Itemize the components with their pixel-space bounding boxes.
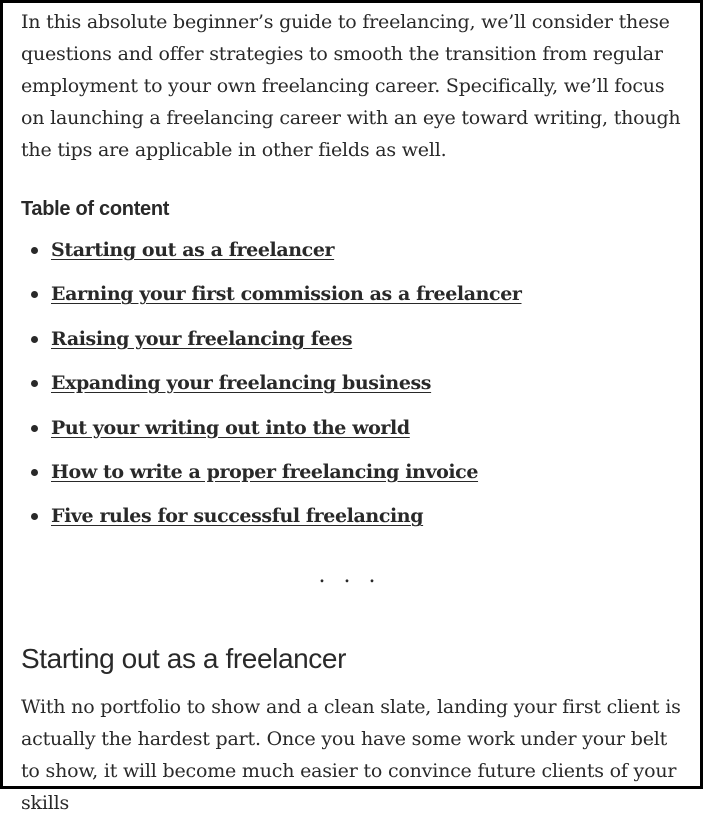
toc-item: [21, 321, 522, 365]
bullet-icon: [31, 513, 38, 520]
toc-link-starting-out[interactable]: Starting out as a freelancer: [51, 239, 335, 261]
toc-item: [21, 498, 522, 542]
section-title: Starting out as a freelancer: [21, 643, 346, 674]
toc-item: [21, 454, 522, 498]
bullet-icon: [31, 380, 38, 387]
section-paragraph: With no portfolio to show and a clean slate, landing your first client is actually the hardest part. Once you have some work under your belt to show, it will become much easier to convince future clients of your skills: [21, 696, 681, 814]
bullet-icon: [31, 291, 38, 298]
toc-link-writing-out[interactable]: Put your writing out into the world: [51, 416, 410, 439]
toc-heading: Table of content: [21, 198, 170, 220]
toc-link-expanding-business[interactable]: Expanding your freelancing business: [51, 372, 432, 395]
section-separator: ...: [318, 563, 394, 588]
toc-item: [21, 410, 522, 454]
bullet-icon: [31, 425, 38, 432]
toc-item: [21, 232, 522, 276]
intro-paragraph: In this absolute beginner’s guide to freelancing, we’ll consider these questions and offer strategies to smooth the transition from regular employment to your own freelancing career. Specifically, we’ll focus on launching a freelancing career with an eye toward writing, though the tips are applicable in other fields as well.: [21, 11, 681, 161]
toc-item: [21, 276, 522, 320]
toc-item: [21, 365, 522, 409]
toc-link-first-commission[interactable]: Earning your first commission as a freelancer: [51, 283, 522, 306]
toc-link-raising-fees[interactable]: Raising your freelancing fees: [51, 327, 353, 350]
toc-link-invoice[interactable]: How to write a proper freelancing invoice: [51, 460, 479, 483]
bullet-icon: [31, 469, 38, 476]
toc-list: [21, 232, 522, 543]
bullet-icon: [31, 247, 38, 254]
toc-link-five-rules[interactable]: Five rules for successful freelancing: [51, 505, 424, 528]
bullet-icon: [31, 336, 38, 343]
